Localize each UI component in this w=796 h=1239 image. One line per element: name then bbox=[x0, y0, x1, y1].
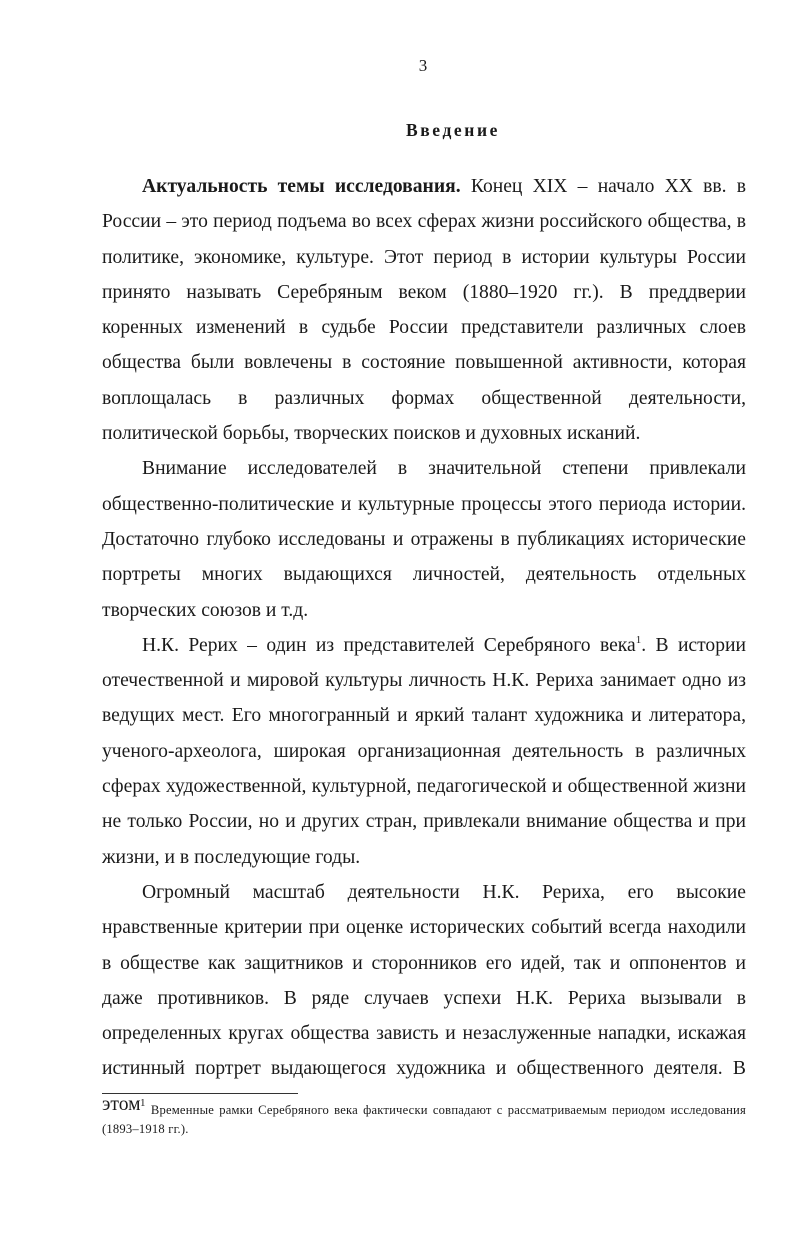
paragraph-text-after-ref: . В истории отечественной и мировой культуры личность Н.К. Рериха занимает одно из ведущих мест. Его многогранный и яркий талант художника и литератора, ученого-археолога, широкая организационная деятельность в различных сферах художественной, культурной, педагогической и общественной жизни не только России, но и других стран, привлекали внимание общества и при жизни, и в последующие годы. bbox=[102, 634, 746, 868]
paragraph-scale: Огромный масштаб деятельности Н.К. Рериха, его высокие нравственные критерии при оценке исторических событий всегда находили в обществе как защитников и сторонников его идей, так и оппонентов и даже противников. В ряде случаев успехи Н.К. Рериха вызывали в определенных кругах общества зависть и незаслуженные нападки, искажая истинный портрет выдающегося художника и общественного деятеля. В этом bbox=[102, 881, 746, 1115]
body-text bbox=[102, 169, 746, 1122]
paragraph-relevance bbox=[102, 169, 746, 451]
paragraph-roerich bbox=[102, 628, 746, 875]
page-number: 3 bbox=[418, 56, 428, 75]
footnote-text: Временные рамки Серебряного века фактически совпадают с рассматриваемым периодом исследования (1893–1918 гг.). bbox=[102, 1103, 746, 1136]
footnote bbox=[102, 1097, 746, 1139]
paragraph-research-attention: Внимание исследователей в значительной степени привлекали общественно-политические и культурные процессы этого периода истории. Достаточно глубоко исследованы и отражены в публикациях исторические портреты многих выдающихся личностей, деятельность отдельных творческих союзов и т.д. bbox=[102, 458, 746, 621]
section-title: Введение bbox=[405, 120, 500, 140]
paragraph-text-before-ref: Н.К. Рерих – один из представителей Серебряного века bbox=[142, 634, 636, 656]
paragraph-text: Конец XIX – начало XX вв. в России – это период подъема во всех сферах жизни российского общества, в политике, экономике, культуре. Этот период в истории культуры России принято называть Серебряным веком (1880–1920 гг.). В преддверии коренных изменений в судьбе России представители различных слоев общества были вовлечены в состояние повышенной активности, которая воплощалась в различных формах общественной деятельности, политической борьбы, творческих поисков и духовных исканий. bbox=[102, 176, 746, 445]
paragraph-lead: Актуальность темы исследования. bbox=[142, 176, 461, 197]
footnote-reference[interactable]: 1 bbox=[635, 633, 642, 646]
footnote-marker: 1 bbox=[140, 1097, 146, 1109]
footnote-divider bbox=[102, 1093, 298, 1094]
